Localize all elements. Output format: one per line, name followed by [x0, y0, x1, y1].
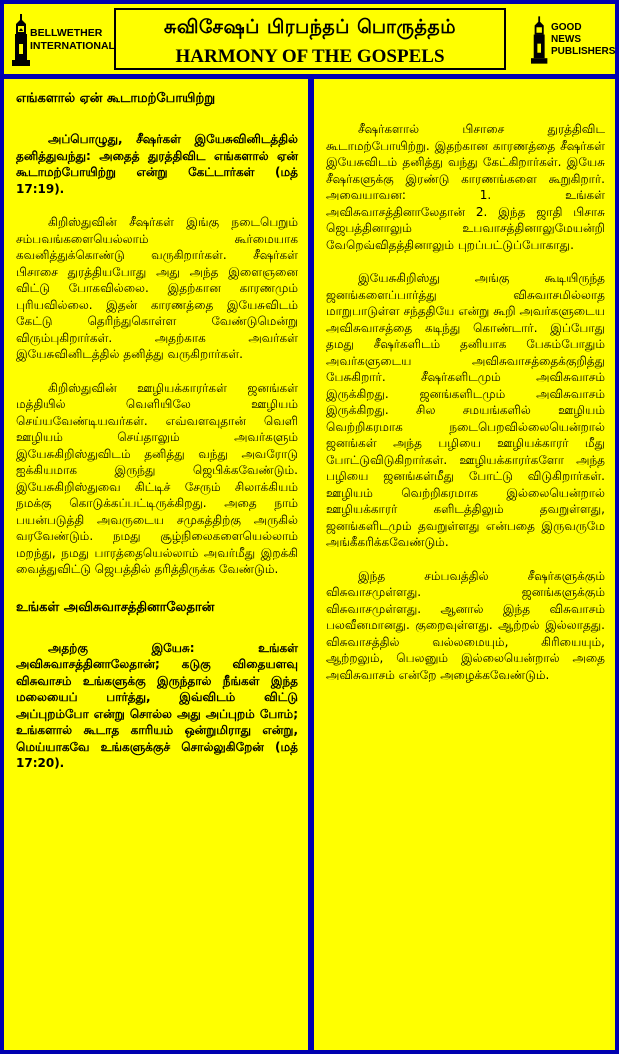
scripture-verse: அதற்கு இயேசு: உங்கள் அவிசுவாசத்தினாலேதான்; கடுகு விதையளவு விசுவாசம் உங்களுக்கு இருந்தால் நீங்கள் இந்த மலையைப் பார்த்து, இவ்விடம் விட்டு அப்புறம்போ என்று சொல்ல அது அப்புறம் போம்; உங்களால் கூடாத காரியம் ஒன்றுமிராது என்று, மெய்யாகவே உங்களுக்குச் சொல்லுகிறேன் (மத் 17:20). [16, 640, 298, 770]
right-column [314, 79, 615, 1050]
commentary-paragraph: கிறிஸ்துவின் சீஷர்கள் இங்கு நடைபெறும் சம்பவங்களையெல்லாம் கூர்மையாக கவனித்துக்கொண்டு வருகிறார்கள். சீஷர்கள் பிசாசை துரத்தியபோது அது அந்த இளைஞனை விட்டு போகவில்லை. இதற்கான காரணமும் புரியவில்லை. இதன் காரணத்தை இயேசுவிடம் கேட்டு தெரிந்துகொள்ள வேண்டுமென்று விரும்புகிறார்கள். அதற்காக அவர்கள் இயேசுவினிடத்தில் தனித்து வருகிறார்கள். [16, 215, 298, 361]
title-box [114, 8, 506, 70]
good-news-logo-text: GOOD NEWS PUBLISHERS [551, 22, 616, 57]
bell-tower-icon [531, 14, 551, 66]
good-news-logo [531, 14, 616, 66]
commentary-paragraph: சீஷர்களால் பிசாசை துரத்திவிட கூடாமற்போயிற்று. இதற்கான காரணத்தை சீஷர்கள் இயேசுவிடம் தனித்து வந்து கேட்கிறார்கள். இயேசு சீஷர்களுக்கு இரண்டு காரணங்களை கூறுகிறார். அவையாவன: 1. உங்கள் அவிசுவாசத்தினாலேதான் 2. இந்த ஜாதி பிசாசு ஜெபத்தினாலும் உபவாசத்தினாலுமேயன்றி வேறெவ்விதத்தினாலும் புறப்பட்டுப்போகாது. [326, 122, 605, 252]
scripture-verse: அப்பொழுது, சீஷர்கள் இயேசுவினிடத்தில் தனித்துவந்து: அதைத் துரத்திவிட எங்களால் ஏன் கூடாமற்போயிற்று என்று கேட்டார்கள் (மத் 17:19). [16, 132, 298, 196]
commentary-paragraph: இயேசுகிறிஸ்து அங்கு கூடியிருந்த ஜனங்களைப்பார்த்து விசுவாசமில்லாத மாறுபாடுள்ள சந்ததியே என்று கூறி அவர்களுடைய அவிசுவாசத்தை கடிந்து கொண்டார். இப்போது தமது சீஷர்களிடம் தனியாக பேசும்போதும் அவர்களுடைய அவிசுவாசத்தைக்குறித்து பேசுகிறார். சீஷர்களிடமும் அவிசுவாசம் இருக்கிறது. ஜனங்களிடமும் அவிசுவாசம் இருக்கிறது. சில சமயங்களில் ஊழியம் வெற்றிகரமாக நடைபெறவில்லையென்றால் ஜனங்கள் அந்த பழியை ஊழியக்காரர் மீது போட்டுவிடுகிறார்கள். ஊழியக்காரர்களோ அந்த பழியை ஜனங்கள்மீது போட்டு விடுகிறார்கள். ஊழியம் வெற்றிகரமாக இல்லையென்றால் ஊழியக்காரர் களிடத்திலும் தவறுள்ளது, ஜனங்களிடமும் தவறுள்ளது என்பதை இருவருமே அங்கீகரிக்கவேண்டும். [326, 271, 605, 549]
commentary-paragraph: கிறிஸ்துவின் ஊழியக்காரர்கள் ஜனங்கள் மத்தியில் வெளியிலே ஊழியம் செய்யவேண்டியவர்கள். எவ்வளவுதான் வெளி ஊழியம் செய்தாலும் அவர்களும் இயேசுகிறிஸ்துவிடம் தனித்து வந்து அவரோடு ஐக்கியமாக இருந்து ஜெபிக்கவேண்டும். இயேசுகிறிஸ்துவை கிட்டிச் சேரும் சிலாக்கியம் நமக்கு கொடுக்கப்பட்டிருக்கிறது. அதை நாம் பயன்படுத்தி அவருடைய சமுகத்திற்கு அருகில் வரவேண்டும். நமது சூழ்நிலைகளையெல்லாம் மறந்து, நமது பாரத்தையெல்லாம் அவர்மீது இறக்கி வைத்துவிட்டு ஜெபத்தில் தரித்திருக்க வேண்டும். [16, 380, 298, 576]
section-heading: எங்களால் ஏன் கூடாமற்போயிற்று [16, 91, 216, 106]
page-title-english: HARMONY OF THE GOSPELS [175, 46, 445, 67]
commentary-paragraph: இந்த சம்பவத்தில் சீஷர்களுக்கும் விசுவாசமுள்ளது. ஜனங்களுக்கும் விசுவாசமுள்ளது. ஆனால் இந்த விசுவாசம் பலவீனமானது. குறைவுள்ளது. ஆற்றல் இல்லாதது. விசுவாசத்தில் வல்லமையும், கிரியையும், ஆற்றலும், பெலனும் இல்லையென்றால் அதை அவிசுவாசம் என்றே அழைக்கவேண்டும். [326, 568, 605, 682]
header-banner [4, 4, 615, 74]
bellwether-logo [12, 14, 115, 66]
bellwether-logo-text: BELLWETHER INTERNATIONAL [30, 27, 115, 52]
section-heading: உங்கள் அவிசுவாசத்தினாலேதான் [16, 599, 215, 615]
left-column [4, 79, 308, 1050]
page-title-tamil: சுவிசேஷப் பிரபந்தப் பொருத்தம் [163, 16, 457, 38]
